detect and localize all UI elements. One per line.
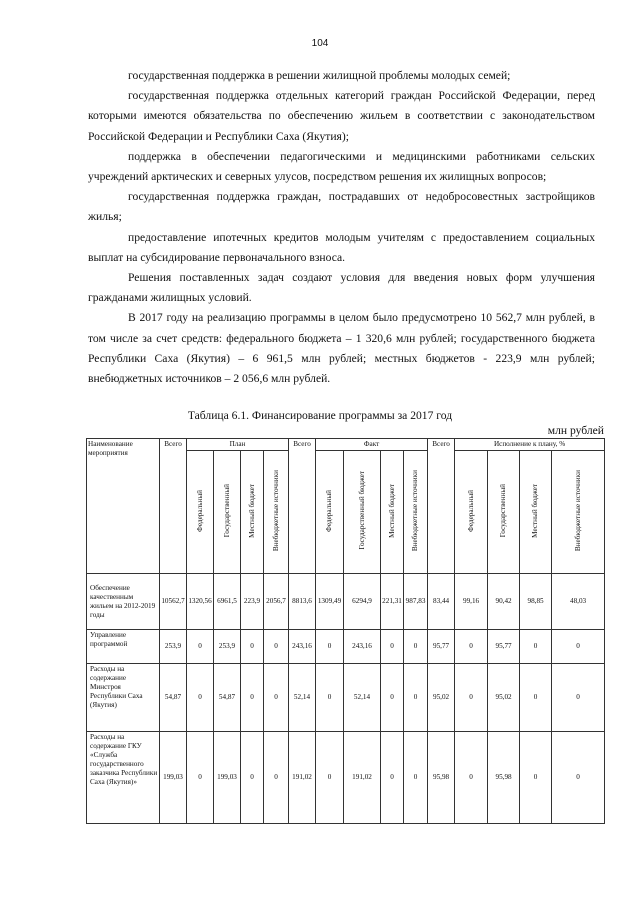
cell: 99,16 (455, 574, 488, 630)
paragraph: государственная поддержка граждан, пострадавших от недобросовестных застройщиков жилья; (88, 190, 595, 224)
cell: 0 (264, 732, 289, 824)
cell: 0 (241, 664, 264, 732)
cell: 8813,6 (289, 574, 316, 630)
paragraph: В 2017 году на реализацию программы в целом было предусмотрено 10 562,7 млн рублей, в том числе за счет средств: федерального бюджета – 1 320,6 млн рублей; государственного бюджета Республики Саха (Якутия) – 6 961,5 млн рублей; местных бюджетов - 223,9 млн рублей; внебюджетных источников – 2 056,6 млн рублей. (88, 311, 595, 386)
cell: 0 (241, 732, 264, 824)
subheader-plan-state: Государственный (214, 451, 241, 574)
cell: 0 (455, 732, 488, 824)
row-name: Обеспечение качественным жильем на 2012-2019 годы (87, 574, 160, 630)
subheader-pct-federal: Федеральный (455, 451, 488, 574)
cell: 0 (404, 630, 428, 664)
cell: 1320,56 (187, 574, 214, 630)
cell: 0 (552, 630, 605, 664)
cell: 0 (187, 732, 214, 824)
table-caption: Таблица 6.1. Финансирование программы за 2017 год (187, 409, 453, 422)
table-row (87, 574, 605, 630)
subheader-plan-extra: Внебюджетные источники (264, 451, 289, 574)
cell: 0 (264, 664, 289, 732)
paragraph: государственная поддержка в решении жилищной проблемы молодых семей; (128, 69, 511, 82)
subheader-plan-local: Местный бюджет (241, 451, 264, 574)
header-plan: План (187, 439, 289, 451)
cell: 223,9 (241, 574, 264, 630)
cell: 48,03 (552, 574, 605, 630)
cell: 0 (316, 732, 344, 824)
cell: 199,03 (160, 732, 187, 824)
cell: 221,31 (381, 574, 404, 630)
cell: 10562,7 (160, 574, 187, 630)
cell: 95,98 (488, 732, 520, 824)
cell: 54,87 (160, 664, 187, 732)
cell: 0 (552, 664, 605, 732)
cell: 54,87 (214, 664, 241, 732)
cell: 0 (381, 732, 404, 824)
subheader-pct-local: Местный бюджет (520, 451, 552, 574)
cell: 95,77 (488, 630, 520, 664)
cell: 243,16 (344, 630, 381, 664)
cell: 0 (552, 732, 605, 824)
cell: 0 (316, 630, 344, 664)
cell: 987,83 (404, 574, 428, 630)
cell: 0 (381, 664, 404, 732)
header-name: Наименование мероприятия (87, 439, 160, 574)
cell: 0 (455, 630, 488, 664)
paragraph: Решения поставленных задач создают условия для введения новых форм улучшения гражданами жилищных условий. (88, 271, 595, 305)
cell: 0 (455, 664, 488, 732)
cell: 253,9 (160, 630, 187, 664)
cell: 191,02 (344, 732, 381, 824)
cell: 199,03 (214, 732, 241, 824)
subheader-fact-local: Местный бюджет (381, 451, 404, 574)
cell: 90,42 (488, 574, 520, 630)
cell: 191,02 (289, 732, 316, 824)
cell: 0 (520, 664, 552, 732)
cell: 243,16 (289, 630, 316, 664)
paragraph: государственная поддержка отдельных категорий граждан Российской Федерации, перед которыми имеются обязательства по обеспечению жильем в соответствии с законодательством Российской Федерации и Республики Саха (Якутия); (88, 89, 595, 143)
cell: 95,02 (428, 664, 455, 732)
cell: 6961,5 (214, 574, 241, 630)
subheader-fact-federal: Федеральный (316, 451, 344, 574)
table-row (87, 664, 605, 732)
page-number: 104 (311, 38, 329, 49)
paragraph: предоставление ипотечных кредитов молодым учителям с предоставлением социальных выплат на субсидирование первоначального взноса. (88, 230, 595, 264)
cell: 0 (381, 630, 404, 664)
cell: 98,85 (520, 574, 552, 630)
financing-table (86, 438, 605, 824)
subheader-pct-extra: Внебюджетные источники (552, 451, 605, 574)
row-name: Расходы на содержание ГКУ «Служба государственного заказчика Республики Саха (Якутия)» (87, 732, 160, 824)
cell: 253,9 (214, 630, 241, 664)
cell: 0 (187, 630, 214, 664)
header-total-plan: Всего (160, 439, 187, 574)
cell: 0 (187, 664, 214, 732)
header-total-fact: Всего (289, 439, 316, 574)
cell: 0 (520, 732, 552, 824)
cell: 0 (404, 664, 428, 732)
table-unit: млн рублей (547, 424, 604, 437)
header-fact: Факт (316, 439, 428, 451)
subheader-plan-federal: Федеральный (187, 451, 214, 574)
cell: 1309,49 (316, 574, 344, 630)
body-text (88, 66, 595, 389)
header-total-pct: Всего (428, 439, 455, 574)
header-pct: Исполнение к плану, % (455, 439, 605, 451)
subheader-pct-state: Государственный (488, 451, 520, 574)
cell: 52,14 (289, 664, 316, 732)
header-row (87, 439, 605, 451)
cell: 0 (264, 630, 289, 664)
cell: 2056,7 (264, 574, 289, 630)
cell: 83,44 (428, 574, 455, 630)
table-row (87, 732, 605, 824)
cell: 95,77 (428, 630, 455, 664)
row-name: Управление программой (87, 630, 160, 664)
subheader-fact-extra: Внебюджетные источники (404, 451, 428, 574)
table-row (87, 630, 605, 664)
paragraph: поддержка в обеспечении педагогическими и медицинскими работниками сельских учреждений арктических и северных улусов, посредством решения их жилищных вопросов; (88, 149, 595, 184)
cell: 0 (404, 732, 428, 824)
cell: 52,14 (344, 664, 381, 732)
cell: 0 (316, 664, 344, 732)
cell: 6294,9 (344, 574, 381, 630)
cell: 95,02 (488, 664, 520, 732)
cell: 0 (520, 630, 552, 664)
row-name: Расходы на содержание Минстроя Республики Саха (Якутия) (87, 664, 160, 732)
subheader-fact-state: Государственный бюджет (344, 451, 381, 574)
cell: 0 (241, 630, 264, 664)
cell: 95,98 (428, 732, 455, 824)
